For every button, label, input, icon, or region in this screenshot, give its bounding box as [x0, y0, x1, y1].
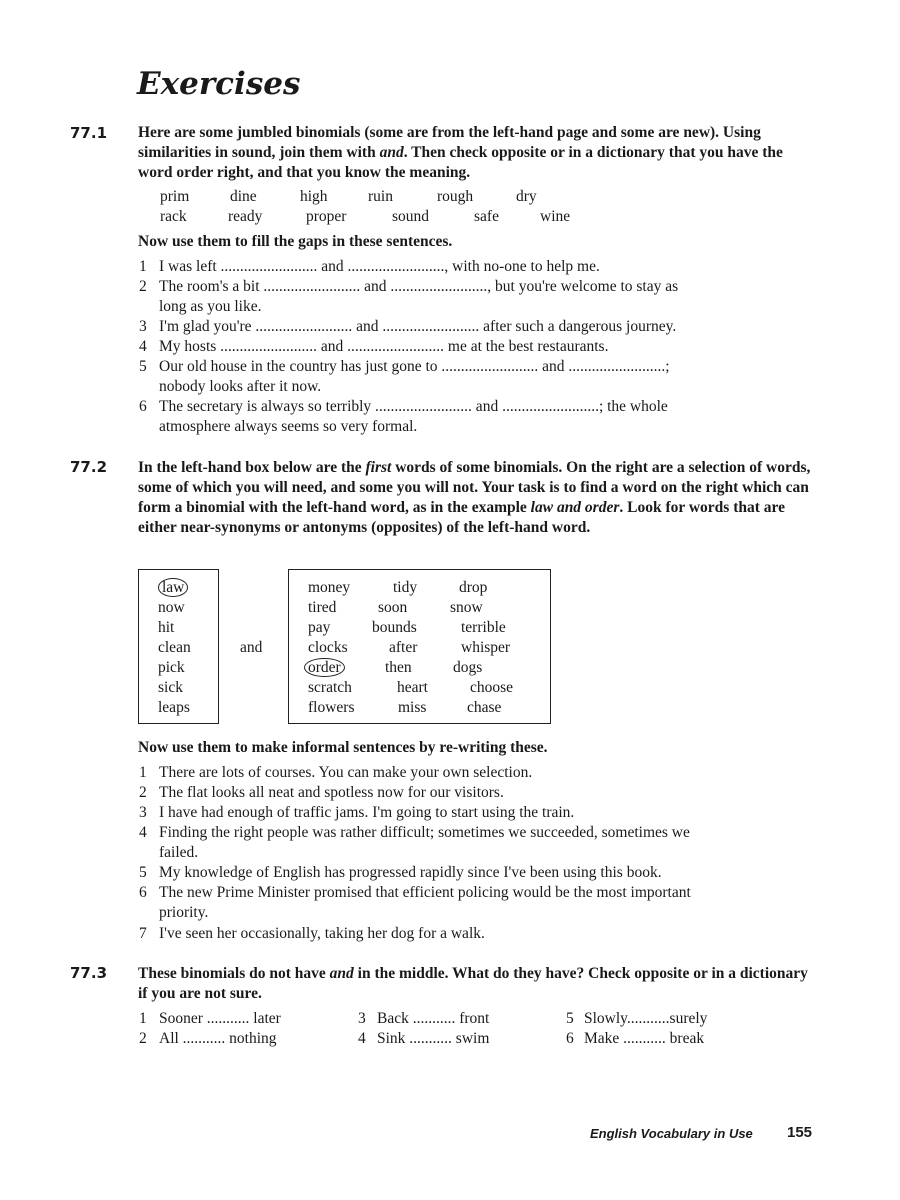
item-number: 6 — [139, 884, 147, 901]
item-number: 7 — [139, 925, 147, 942]
exercise-number-1: 77.1 — [70, 124, 108, 142]
sentence-line: I have had enough of traffic jams. I'm going to start using the train. — [159, 804, 575, 821]
item-number: 5 — [566, 1010, 574, 1027]
instr-text: words of some binomials. On the right are a selection of words, some of which you will need, and some you will not. Your task is to find a word on the right which can form a binomial with the left-hand word, as in the example — [138, 459, 811, 516]
sentence-line: Finding the right people was rather difficult; sometimes we succeeded, sometimes we — [159, 824, 690, 841]
item-number: 2 — [139, 278, 147, 295]
right-word: soon — [378, 599, 408, 616]
instr-emphasis: first — [365, 459, 392, 476]
instr-text: . Then check opposite or in a dictionary that you have the word order right, and that you know the meaning. — [138, 144, 783, 181]
word-rough: rough — [437, 188, 474, 205]
sentence-line: The secretary is always so terribly ......................... and .........................; the whole — [159, 398, 668, 415]
item-number: 3 — [139, 318, 147, 335]
right-word: clocks — [308, 639, 348, 656]
instr-emphasis: and — [329, 965, 354, 982]
exercise-1-subinstruction: Now use them to fill the gaps in these sentences. — [138, 233, 453, 250]
binomial-item: Slowly...........surely — [584, 1010, 708, 1027]
right-word: tired — [308, 599, 337, 616]
word-dine: dine — [230, 188, 257, 205]
sentence-line: failed. — [159, 844, 199, 861]
right-word: flowers — [308, 699, 355, 716]
item-number: 1 — [139, 258, 147, 275]
page-title: Exercises — [137, 66, 301, 102]
right-word: money — [308, 579, 351, 596]
instr-emphasis: and — [379, 144, 404, 161]
sentence-line: The room's a bit ......................... and ........................., but you're welcome to stay as — [159, 278, 679, 295]
binomial-item: Back ........... front — [377, 1010, 490, 1027]
item-number: 1 — [139, 1010, 147, 1027]
exercise-2-instructions — [138, 458, 818, 538]
right-word: terrible — [461, 619, 506, 636]
word-sound: sound — [392, 208, 430, 225]
sentence-line: The flat looks all neat and spotless now for our visitors. — [159, 784, 504, 801]
left-word: sick — [158, 679, 183, 696]
binomial-item: All ........... nothing — [159, 1030, 277, 1047]
item-number: 6 — [566, 1030, 574, 1047]
sentence-line: There are lots of courses. You can make your own selection. — [159, 764, 533, 781]
instr-text: Here are some jumbled binomials (some are from the left-hand page and some are new). Using similarities in sound, join them with — [138, 124, 761, 161]
item-number: 5 — [139, 358, 147, 375]
left-word: now — [158, 599, 185, 616]
left-word: clean — [158, 639, 191, 656]
item-number: 2 — [139, 1030, 147, 1047]
word-wine: wine — [540, 208, 571, 225]
right-word: heart — [397, 679, 428, 696]
circled-example: law — [158, 578, 188, 597]
right-word — [304, 658, 345, 678]
right-word: then — [385, 659, 412, 676]
right-word: scratch — [308, 679, 352, 696]
instr-text: in the middle. What do they have? Check opposite or in a dictionary if you are not sure. — [138, 965, 808, 1002]
item-number: 2 — [139, 784, 147, 801]
word-ruin: ruin — [368, 188, 393, 205]
word-ready: ready — [228, 208, 263, 225]
word-proper: proper — [306, 208, 347, 225]
footer-book-title: English Vocabulary in Use — [590, 1126, 753, 1141]
exercise-number-3: 77.3 — [70, 964, 108, 982]
sentence-line: atmosphere always seems so very formal. — [159, 418, 418, 435]
left-word: leaps — [158, 699, 190, 716]
sentence-line: The new Prime Minister promised that efficient policing would be the most important — [159, 884, 691, 901]
item-number: 4 — [358, 1030, 366, 1047]
word-dry: dry — [516, 188, 537, 205]
binomial-item: Make ........... break — [584, 1030, 705, 1047]
right-word: after — [389, 639, 418, 656]
sentence-line: long as you like. — [159, 298, 262, 315]
left-word: hit — [158, 619, 175, 636]
sentence-line: My knowledge of English has progressed rapidly since I've been using this book. — [159, 864, 662, 881]
right-word: tidy — [393, 579, 418, 596]
item-number: 1 — [139, 764, 147, 781]
right-word: bounds — [372, 619, 417, 636]
item-number: 3 — [139, 804, 147, 821]
binomial-item: Sooner ........... later — [159, 1010, 281, 1027]
instr-emphasis: law and order — [530, 499, 620, 516]
right-word: choose — [470, 679, 514, 696]
page-number: 155 — [787, 1124, 813, 1141]
sentence-line: I've seen her occasionally, taking her dog for a walk. — [159, 925, 485, 942]
and-connector: and — [240, 639, 263, 656]
sentence-line: My hosts ......................... and ......................... me at the best restaurants. — [159, 338, 609, 355]
right-word: drop — [459, 579, 488, 596]
sentence-line: I'm glad you're ......................... and ......................... after such a dangerous journey. — [159, 318, 677, 335]
exercise-1-instructions — [138, 123, 818, 183]
instr-text: . Look for words that are either near-synonyms or antonyms (opposites) of the left-hand word. — [138, 499, 786, 536]
right-word: pay — [308, 619, 331, 636]
right-word: dogs — [453, 659, 483, 676]
item-number: 4 — [139, 824, 147, 841]
exercise-2-subinstruction: Now use them to make informal sentences by re-writing these. — [138, 739, 548, 756]
item-number: 4 — [139, 338, 147, 355]
word-prim: prim — [160, 188, 190, 205]
circled-example: order — [304, 658, 345, 677]
exercise-3-instructions — [138, 964, 818, 1004]
instr-text: In the left-hand box below are the — [138, 459, 366, 476]
word-high: high — [300, 188, 328, 205]
sentence-line: Our old house in the country has just gone to ......................... and .........................; — [159, 358, 670, 375]
sentence-line: nobody looks after it now. — [159, 378, 322, 395]
exercise-number-2: 77.2 — [70, 458, 108, 476]
sentence-line: I was left ......................... and ........................., with no-one to help me. — [159, 258, 600, 275]
left-word: pick — [158, 659, 185, 676]
right-word: snow — [450, 599, 483, 616]
item-number: 5 — [139, 864, 147, 881]
binomial-item: Sink ........... swim — [377, 1030, 490, 1047]
sentence-line: priority. — [159, 904, 209, 921]
instr-text: These binomials do not have — [138, 965, 330, 982]
right-word: chase — [467, 699, 502, 716]
right-word: whisper — [461, 639, 511, 656]
word-rack: rack — [160, 208, 187, 225]
word-safe: safe — [474, 208, 499, 225]
item-number: 6 — [139, 398, 147, 415]
item-number: 3 — [358, 1010, 366, 1027]
right-word: miss — [398, 699, 427, 716]
left-word — [158, 578, 188, 598]
